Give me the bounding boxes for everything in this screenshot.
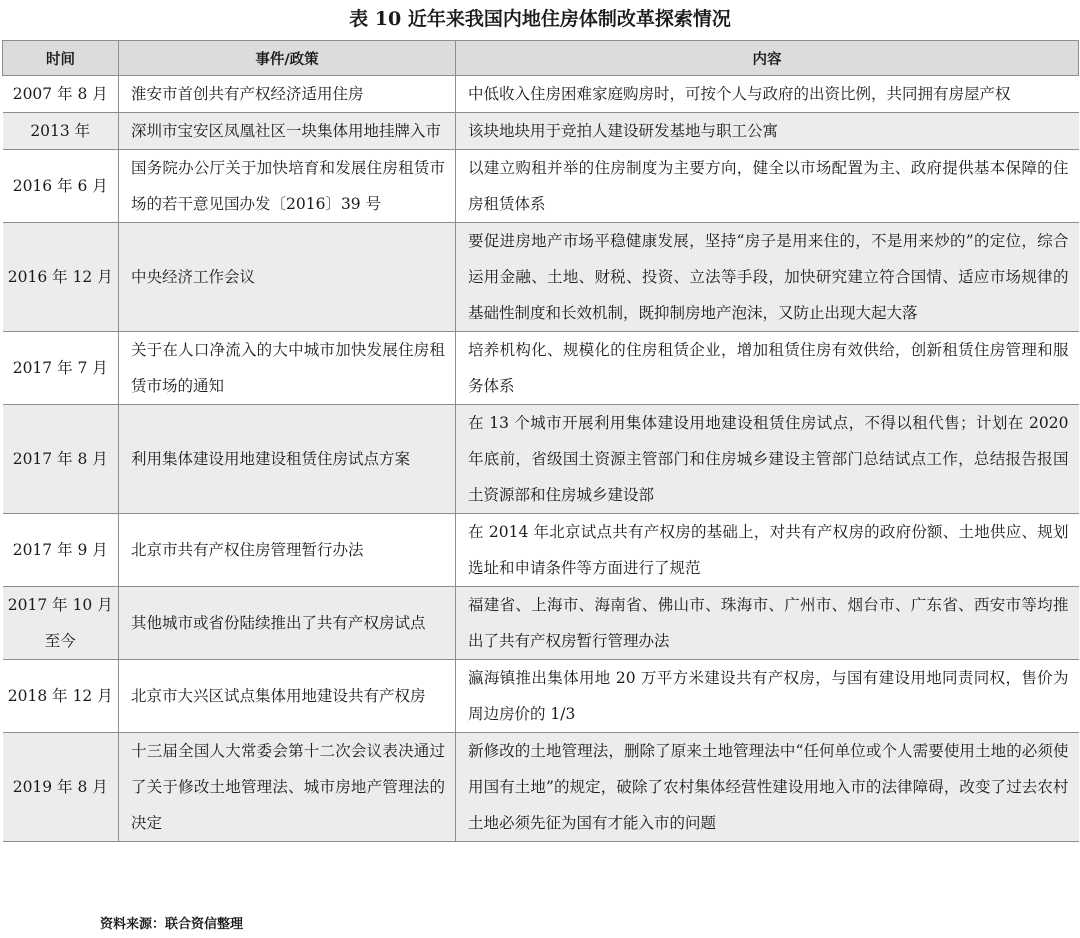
- cell-content: 在 2014 年北京试点共有产权房的基础上，对共有产权房的政府份额、土地供应、规划选址和申请条件等方面进行了规范: [456, 514, 1079, 587]
- table-body: [3, 76, 1079, 842]
- header-event: 事件/政策: [119, 41, 456, 76]
- cell-content: 福建省、上海市、海南省、佛山市、珠海市、广州市、烟台市、广东省、西安市等均推出了共有产权房暂行管理办法: [456, 587, 1079, 660]
- table-row: [3, 150, 1079, 223]
- cell-time: 2017 年 7 月: [3, 332, 119, 405]
- cell-content: 要促进房地产市场平稳健康发展，坚持“房子是用来住的，不是用来炒的”的定位，综合运用金融、土地、财税、投资、立法等手段，加快研究建立符合国情、适应市场规律的基础性制度和长效机制，既抑制房地产泡沫，又防止出现大起大落: [456, 223, 1079, 332]
- cell-time: 2013 年: [3, 113, 119, 150]
- table-row: [3, 76, 1079, 113]
- cell-time: 2018 年 12 月: [3, 660, 119, 733]
- cell-content: 该块地块用于竞拍人建设研发基地与职工公寓: [456, 113, 1079, 150]
- table-row: [3, 514, 1079, 587]
- table-row: [3, 113, 1079, 150]
- cell-time: 2019 年 8 月: [3, 733, 119, 842]
- policy-table: [2, 40, 1079, 842]
- cell-event: 淮安市首创共有产权经济适用住房: [119, 76, 456, 113]
- source-note: 资料来源：联合资信整理: [100, 917, 244, 932]
- cell-time: 2016 年 12 月: [3, 223, 119, 332]
- cell-time: 2016 年 6 月: [3, 150, 119, 223]
- table-row: [3, 587, 1079, 660]
- table-row: [3, 332, 1079, 405]
- header-content: 内容: [456, 41, 1079, 76]
- cell-content: 培养机构化、规模化的住房租赁企业，增加租赁住房有效供给，创新租赁住房管理和服务体系: [456, 332, 1079, 405]
- table-row: [3, 223, 1079, 332]
- cell-event: 北京市大兴区试点集体用地建设共有产权房: [119, 660, 456, 733]
- cell-event: 深圳市宝安区凤凰社区一块集体用地挂牌入市: [119, 113, 456, 150]
- cell-event: 十三届全国人大常委会第十二次会议表决通过了关于修改土地管理法、城市房地产管理法的决定: [119, 733, 456, 842]
- cell-content: 以建立购租并举的住房制度为主要方向，健全以市场配置为主、政府提供基本保障的住房租赁体系: [456, 150, 1079, 223]
- table-title: 表 10 近年来我国内地住房体制改革探索情况: [349, 8, 731, 30]
- cell-content: 在 13 个城市开展利用集体建设用地建设租赁住房试点，不得以租代售；计划在 2020 年底前，省级国土资源主管部门和住房城乡建设主管部门总结试点工作，总结报告报国土资源部和住房城乡建设部: [456, 405, 1079, 514]
- cell-event: 北京市共有产权住房管理暂行办法: [119, 514, 456, 587]
- cell-event: 国务院办公厅关于加快培育和发展住房租赁市场的若干意见国办发〔2016〕39 号: [119, 150, 456, 223]
- cell-time: 2017 年 8 月: [3, 405, 119, 514]
- cell-time: 2017 年 10 月至今: [3, 587, 119, 660]
- cell-event: 中央经济工作会议: [119, 223, 456, 332]
- table-row: [3, 660, 1079, 733]
- cell-event: 利用集体建设用地建设租赁住房试点方案: [119, 405, 456, 514]
- cell-event: 关于在人口净流入的大中城市加快发展住房租赁市场的通知: [119, 332, 456, 405]
- table-row: [3, 733, 1079, 842]
- header-row: [3, 41, 1079, 76]
- cell-content: 新修改的土地管理法，删除了原来土地管理法中“任何单位或个人需要使用土地的必须使用国有土地”的规定，破除了农村集体经营性建设用地入市的法律障碍，改变了过去农村土地必须先征为国有才能入市的问题: [456, 733, 1079, 842]
- header-time: 时间: [3, 41, 119, 76]
- cell-content: 瀛海镇推出集体用地 20 万平方米建设共有产权房，与国有建设用地同责同权，售价为周边房价的 1/3: [456, 660, 1079, 733]
- table-row: [3, 405, 1079, 514]
- cell-time: 2017 年 9 月: [3, 514, 119, 587]
- cell-time: 2007 年 8 月: [3, 76, 119, 113]
- cell-event: 其他城市或省份陆续推出了共有产权房试点: [119, 587, 456, 660]
- cell-content: 中低收入住房困难家庭购房时，可按个人与政府的出资比例，共同拥有房屋产权: [456, 76, 1079, 113]
